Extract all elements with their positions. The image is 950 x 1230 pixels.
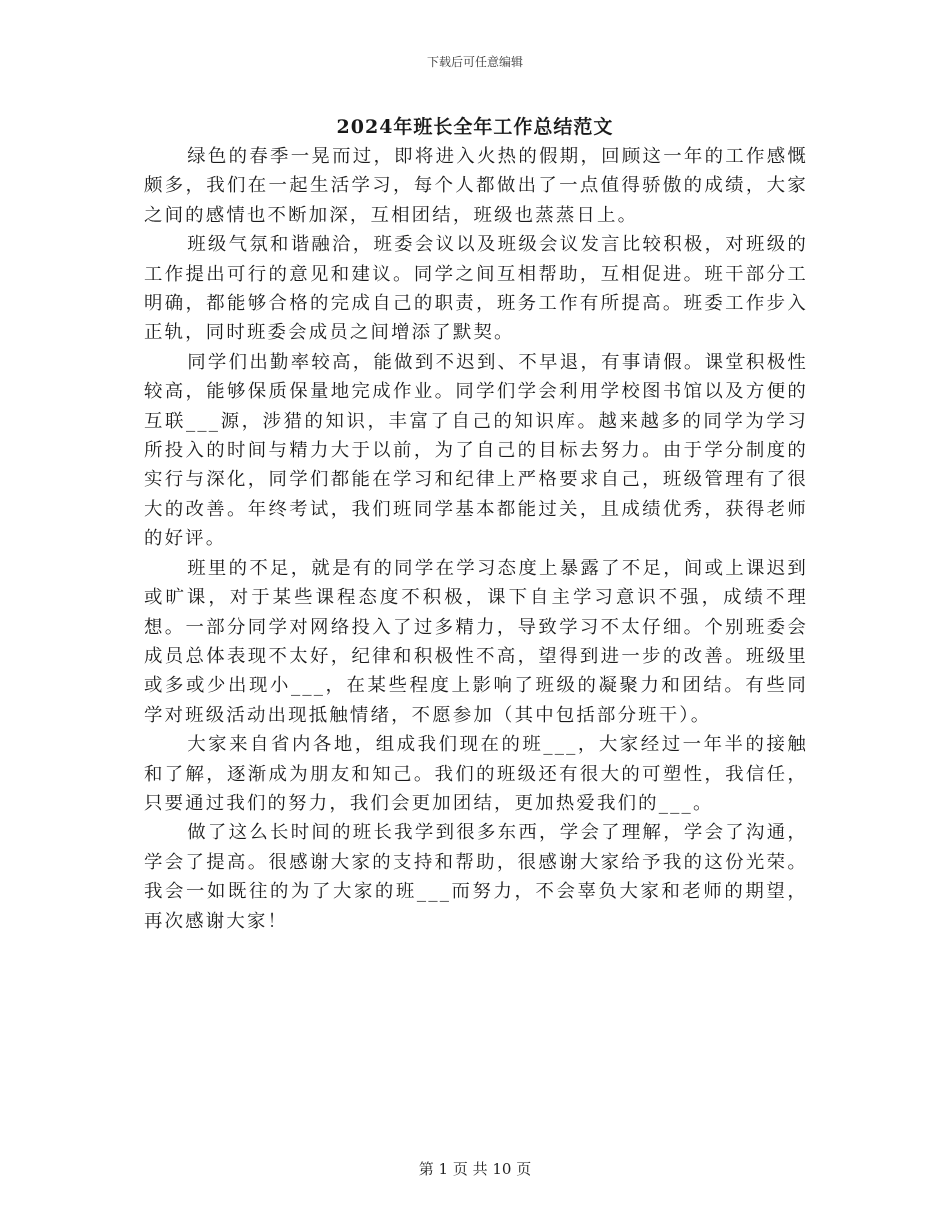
paragraph: 做了这么长时间的班长我学到很多东西，学会了理解，学会了沟通，学会了提高。很感谢大家的支持和帮助，很感谢大家给予我的这份光荣。我会一如既往的为了大家的班___而努力，不会辜负大家和老师的期望，再次感谢大家！ bbox=[144, 822, 808, 932]
paragraph: 绿色的春季一晃而过，即将进入火热的假期，回顾这一年的工作感慨颇多，我们在一起生活学习，每个人都做出了一点值得骄傲的成绩，大家之间的感情也不断加深，互相团结，班级也蒸蒸日上。 bbox=[144, 146, 808, 226]
document-body bbox=[144, 142, 808, 936]
paragraph: 班级气氛和谐融洽，班委会议以及班级会议发言比较积极，对班级的工作提出可行的意见和建议。同学之间互相帮助，互相促进。班干部分工明确，都能够合格的完成自己的职责，班务工作有所提高。班委工作步入正轨，同时班委会成员之间增添了默契。 bbox=[144, 234, 808, 344]
page-header-note: 下载后可任意编辑 bbox=[426, 55, 523, 69]
paragraph: 同学们出勤率较高，能做到不迟到、不早退，有事请假。课堂积极性较高，能够保质保量地完成作业。同学们学会利用学校图书馆以及方便的互联___源，涉猎的知识，丰富了自己的知识库。越来越多的同学为学习所投入的时间与精力大于以前，为了自己的目标去努力。由于学分制度的实行与深化，同学们都能在学习和纪律上严格要求自己，班级管理有了很大的改善。年终考试，我们班同学基本都能过关，且成绩优秀，获得老师的好评。 bbox=[144, 351, 808, 550]
page-number: 第 1 页 共 10 页 bbox=[418, 1160, 532, 1178]
document-title: 2024年班长全年工作总结范文 bbox=[336, 116, 614, 138]
paragraph: 大家来自省内各地，组成我们现在的班___，大家经过一年半的接触和了解，逐渐成为朋友和知己。我们的班级还有很大的可塑性，我信任，只要通过我们的努力，我们会更加团结，更加热爱我们的___。 bbox=[144, 734, 808, 814]
paragraph: 班里的不足，就是有的同学在学习态度上暴露了不足，间或上课迟到或旷课，对于某些课程态度不积极，课下自主学习意识不强，成绩不理想。一部分同学对网络投入了过多精力，导致学习不太仔细。个别班委会成员总体表现不太好，纪律和积极性不高，望得到进一步的改善。班级里或多或少出现小___，在某些程度上影响了班级的凝聚力和团结。有些同学对班级活动出现抵触情绪，不愿参加（其中包括部分班干）。 bbox=[144, 557, 808, 726]
